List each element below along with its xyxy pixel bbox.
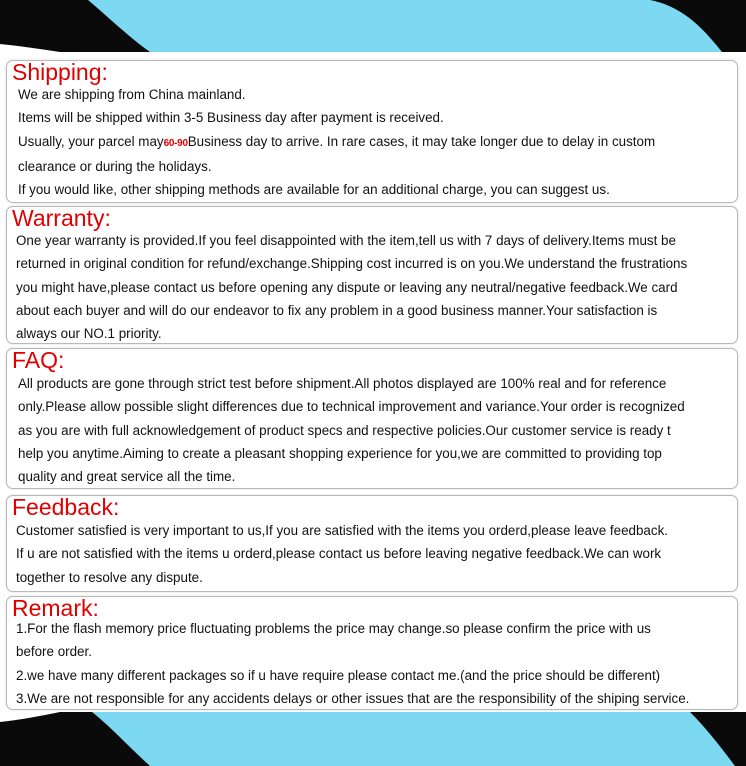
top-banner-graphic (0, 0, 746, 52)
shipping-line-end: Business day to arrive. In rare cases, it may take longer due to delay in custom (187, 133, 656, 149)
feedback-section (6, 495, 738, 592)
faq-body (18, 372, 727, 488)
delivery-days-highlight: 60-90 (163, 137, 188, 149)
remark-body (16, 617, 727, 710)
feedback-body (16, 519, 727, 589)
faq-line: quality and great service all the time. (18, 469, 236, 485)
warranty-line: about each buyer and will do our endeavor to fix any problem in a good business manner.Your satisfaction is (16, 302, 658, 318)
top-banner-cyan (88, 0, 722, 52)
remark-section (6, 596, 738, 710)
remark-line: 2.we have many different packages so if u have require please contact me.(and the price should be different) (16, 667, 661, 683)
remark-line: 3.We are not responsible for any accidents delays or other issues that are the responsibility of the shiping service. (16, 690, 690, 706)
remark-heading: Remark: (12, 595, 99, 621)
bottom-banner-cyan (92, 712, 735, 766)
shipping-line: clearance or during the holidays. (18, 158, 212, 174)
warranty-line: always our NO.1 priority. (16, 326, 162, 342)
shipping-line-start: Usually, your parcel may (18, 133, 164, 149)
feedback-line: together to resolve any dispute. (16, 569, 203, 585)
feedback-heading: Feedback: (12, 494, 120, 520)
warranty-line: One year warranty is provided.If you feel disappointed with the item,tell us with 7 days of delivery.Items must be (16, 233, 676, 248)
bottom-banner-graphic (0, 712, 746, 766)
warranty-body (16, 229, 727, 345)
faq-line: only.Please allow possible slight differences due to technical improvement and variance.Your order is recognized (18, 399, 685, 415)
shipping-body (18, 83, 727, 201)
shipping-section (6, 60, 738, 203)
faq-line: help you anytime.Aiming to create a pleasant shopping experience for you,we are committed to providing top (18, 445, 662, 461)
shipping-line: If you would like, other shipping methods are available for an additional charge, you can suggest us. (18, 182, 610, 198)
faq-line: All products are gone through strict test before shipment.All photos displayed are 100% real and for reference (18, 376, 667, 391)
warranty-section (6, 206, 738, 344)
shipping-line (18, 130, 727, 155)
warranty-line: returned in original condition for refund/exchange.Shipping cost incurred is on you.We understand the frustrations (16, 256, 688, 272)
remark-line: 1.For the flash memory price fluctuating problems the price may change.so please confirm the price with us (16, 621, 651, 636)
feedback-line: Customer satisfied is very important to us,If you are satisfied with the items you orderd,please leave feedback. (16, 523, 668, 538)
faq-line: as you are with full acknowledgement of product specs and respective policies.Our customer service is ready t (18, 422, 671, 438)
shipping-line: We are shipping from China mainland. (18, 87, 246, 102)
warranty-heading: Warranty: (12, 205, 111, 231)
remark-line: before order. (16, 644, 92, 660)
top-banner (0, 0, 746, 52)
feedback-line: If u are not satisfied with the items u orderd,please contact us before leaving negative feedback.We can work (16, 546, 662, 562)
warranty-line: you might have,please contact us before opening any dispute or leaving any neutral/negative feedback.We card (16, 279, 678, 295)
faq-section (6, 348, 738, 489)
faq-heading: FAQ: (12, 347, 65, 373)
bottom-banner (0, 712, 746, 766)
shipping-heading: Shipping: (12, 59, 108, 85)
shipping-line: Items will be shipped within 3-5 Business day after payment is received. (18, 110, 444, 126)
